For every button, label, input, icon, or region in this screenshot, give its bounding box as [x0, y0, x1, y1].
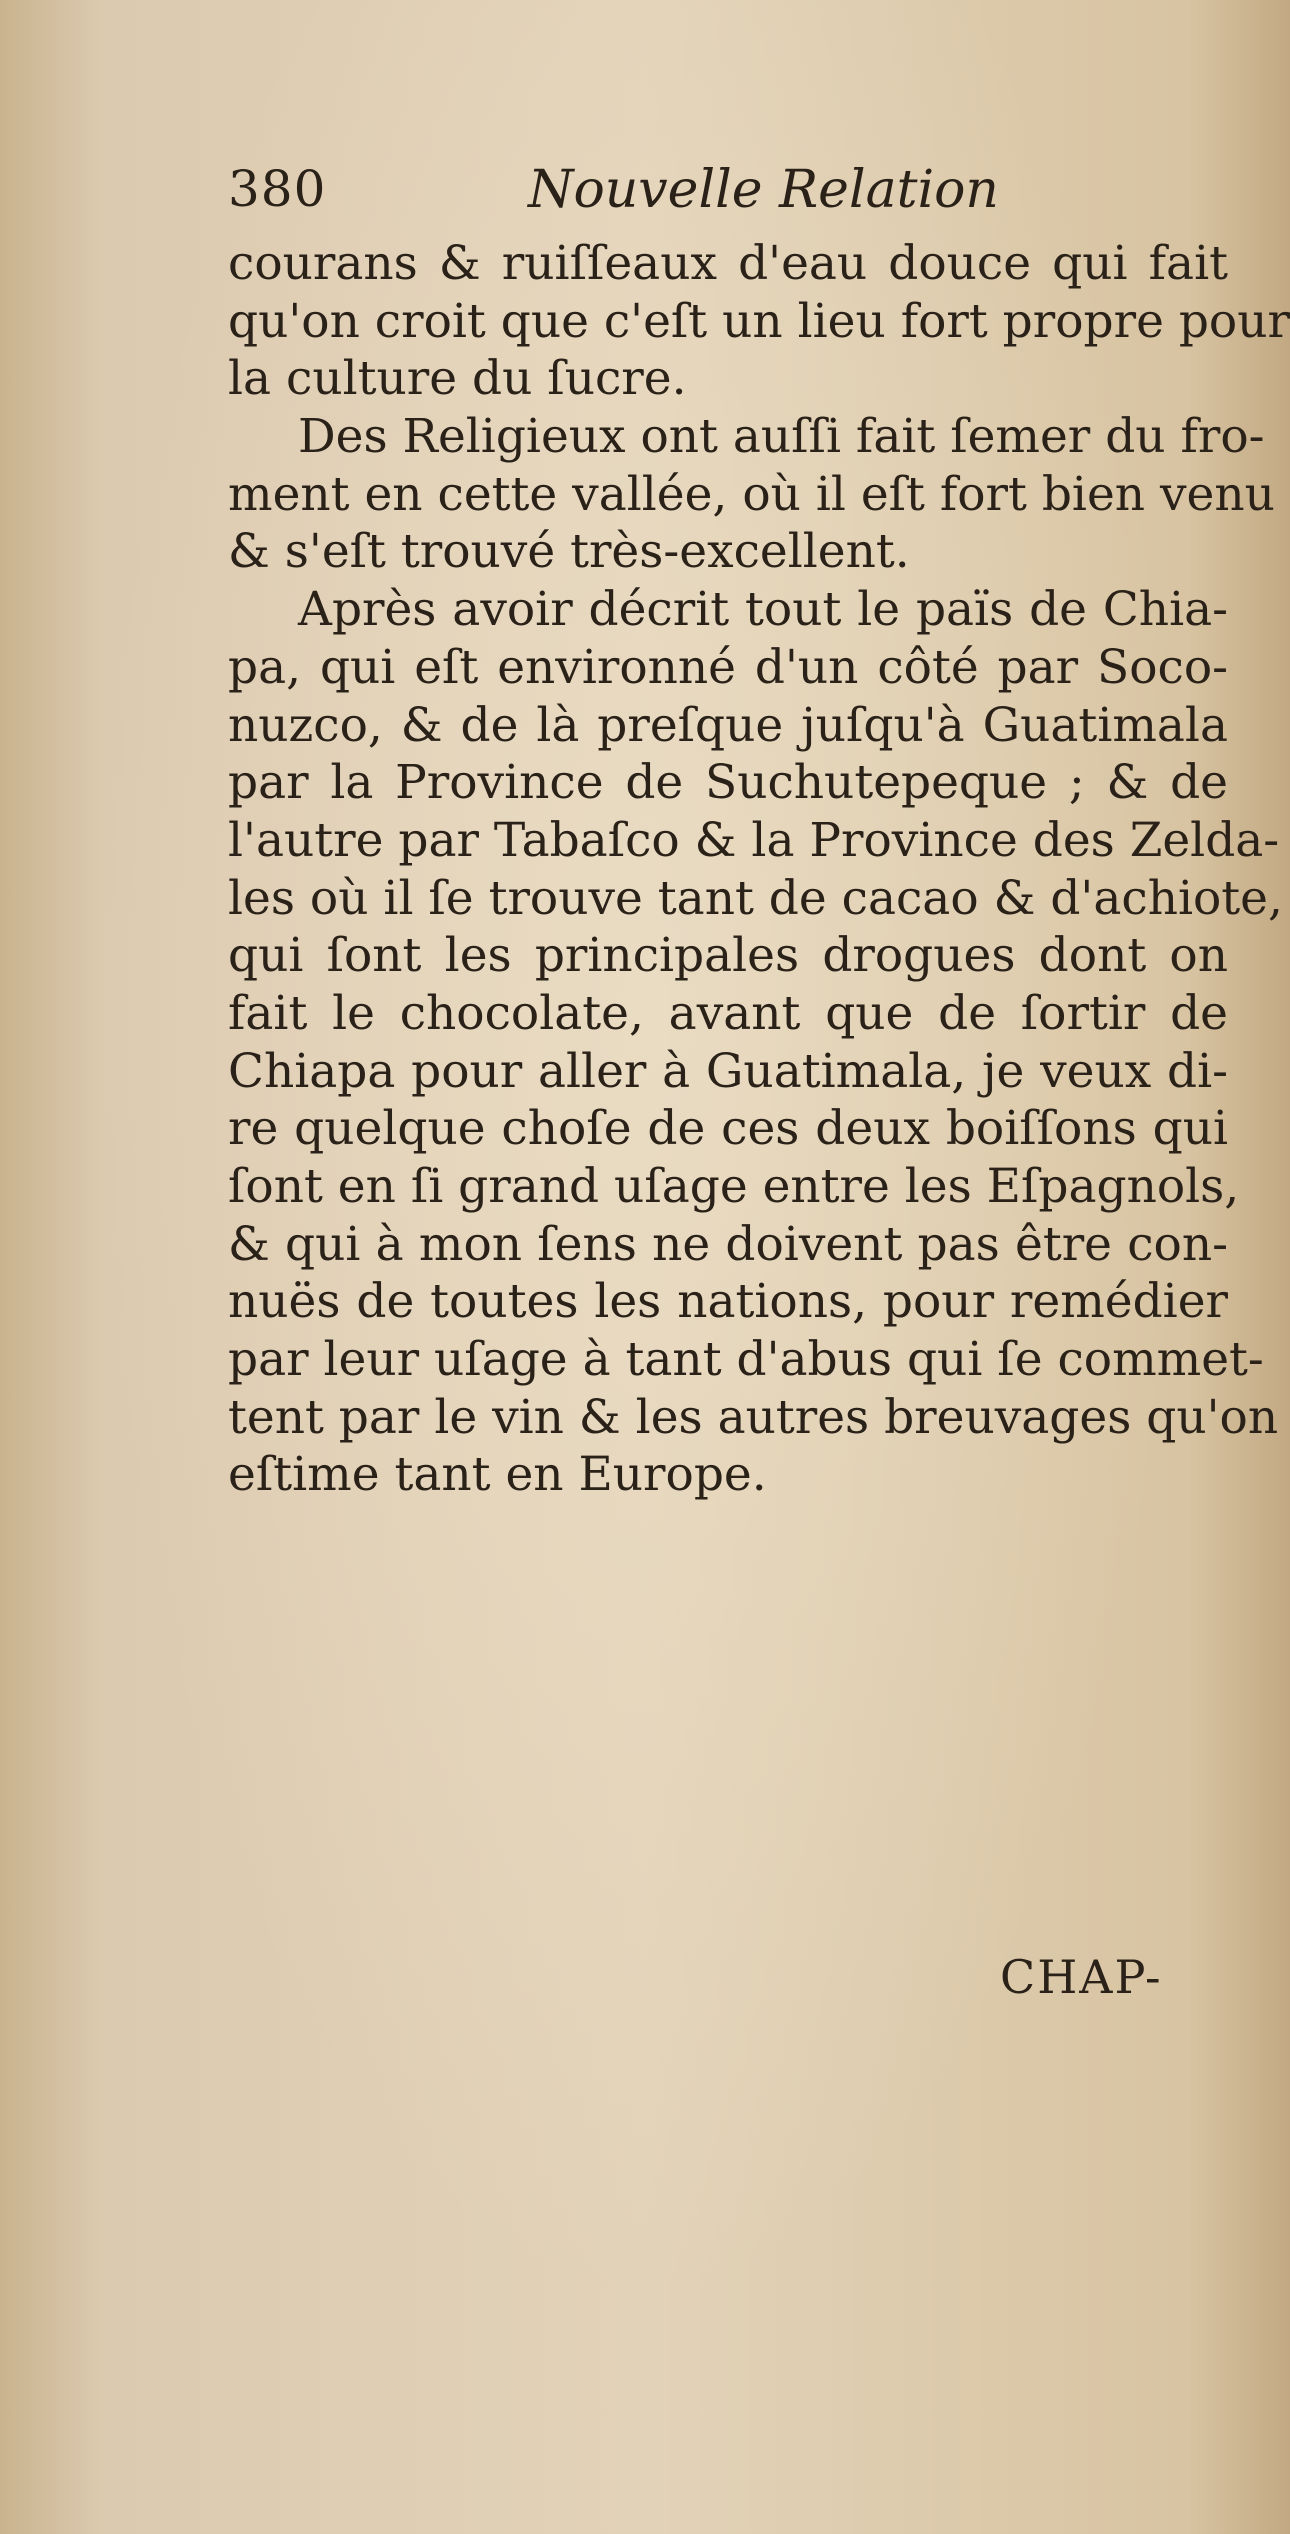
text-line: nuzco, & de là preſque juſqu'à Guatimala	[228, 697, 1228, 753]
body-text	[228, 235, 1290, 1504]
text-line: les où il ſe trouve tant de cacao & d'achiote,	[228, 870, 1283, 926]
text-line: eſtime tant en Europe.	[228, 1447, 767, 1503]
text-line: & qui à mon ſens ne doivent pas être con-	[228, 1216, 1228, 1272]
text-line: pa, qui eſt environné d'un côté par Soco-	[228, 639, 1228, 695]
text-line: tent par le vin & les autres breuvages qu'on	[228, 1389, 1279, 1445]
text-line: l'autre par Tabaſco & la Province des Zelda-	[228, 812, 1280, 868]
text-line: fait le chocolate, avant que de ſortir de	[228, 985, 1228, 1041]
catchword: CHAP-	[1000, 1950, 1163, 2004]
text-line: la culture du ſucre.	[228, 351, 687, 407]
page-number: 380	[228, 160, 327, 218]
text-line: par la Province de Suchutepeque ; & de	[228, 755, 1228, 811]
page-header	[228, 160, 1188, 230]
text-line: qui ſont les principales drogues dont on	[228, 928, 1228, 984]
text-line: nuës de toutes les nations, pour remédier	[228, 1274, 1228, 1330]
text-line: Après avoir décrit tout le païs de Chia-	[298, 582, 1228, 638]
text-line: ſont en ſi grand uſage entre les Eſpagnols,	[228, 1159, 1240, 1214]
text-line: ment en cette vallée, où il eſt fort bien venu	[228, 466, 1275, 522]
text-line: re quelque choſe de ces deux boiſſons qui	[228, 1101, 1228, 1157]
text-line: & s'eſt trouvé très-excellent.	[228, 524, 910, 580]
text-line: Chiapa pour aller à Guatimala, je veux di-	[228, 1043, 1228, 1099]
text-line: Des Religieux ont auſſi fait ſemer du fro-	[298, 409, 1265, 465]
text-line: par leur uſage à tant d'abus qui ſe commet-	[228, 1332, 1264, 1388]
text-line: qu'on croit que c'eſt un lieu fort propre pour	[228, 293, 1290, 349]
running-title: Nouvelle Relation	[528, 160, 999, 220]
text-line: courans & ruiſſeaux d'eau douce qui fait	[228, 236, 1228, 291]
